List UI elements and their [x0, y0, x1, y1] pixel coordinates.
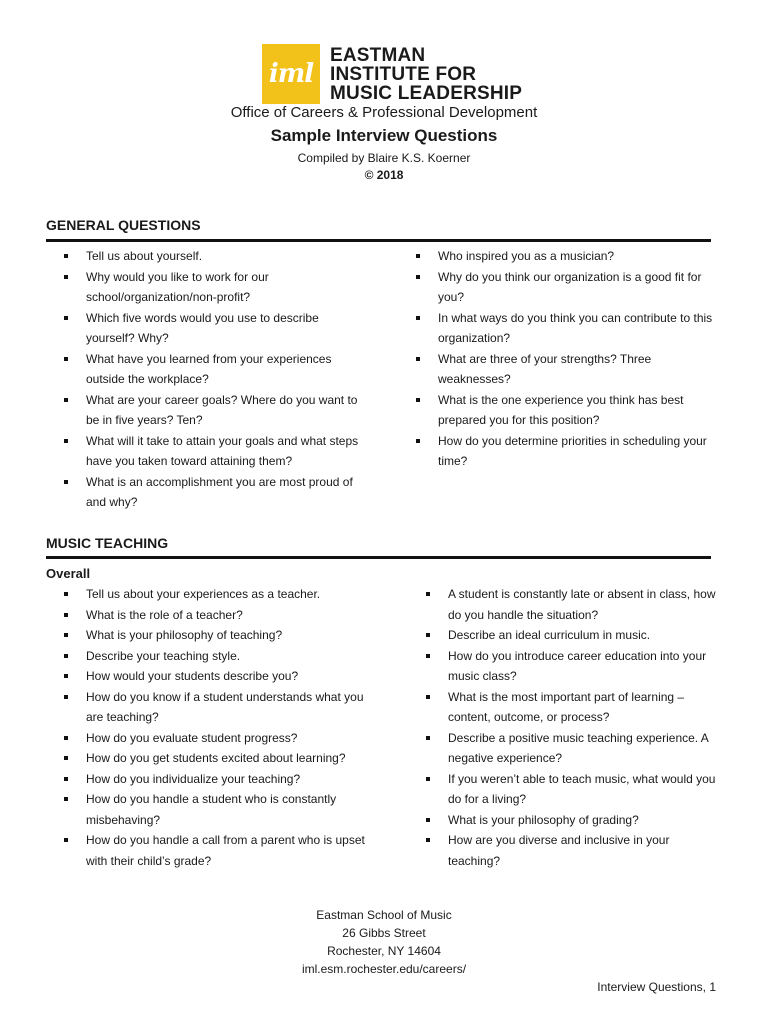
footer-address: [0, 906, 768, 978]
section-divider: [46, 556, 711, 559]
footer-line: Eastman School of Music: [316, 908, 452, 922]
general-questions-left: [62, 246, 362, 513]
footer-line: Rochester, NY 14604: [327, 944, 441, 958]
question-item: Why do you think our organization is a good fit for you?: [414, 267, 714, 308]
question-item: Which five words would you use to describe yourself? Why?: [62, 308, 362, 349]
question-item: What have you learned from your experiences outside the workplace?: [62, 349, 362, 390]
question-item: Why would you like to work for our school/organization/non-profit?: [62, 267, 362, 308]
footer-url: iml.esm.rochester.edu/careers/: [301, 962, 467, 976]
question-item: What is the most important part of learning – content, outcome, or process?: [424, 687, 718, 728]
question-item: How are you diverse and inclusive in your teaching?: [424, 830, 718, 871]
section-title-general: GENERAL QUESTIONS: [46, 217, 201, 233]
question-item: How do you get students excited about learning?: [62, 748, 366, 769]
compiled-by: Compiled by Blaire K.S. Koerner: [297, 151, 471, 165]
question-item: What is your philosophy of teaching?: [62, 625, 366, 646]
question-item: Tell us about yourself.: [62, 246, 362, 267]
subsection-title-overall: Overall: [46, 566, 91, 581]
question-item: Describe your teaching style.: [62, 646, 366, 667]
question-item: What are your career goals? Where do you want to be in five years? Ten?: [62, 390, 362, 431]
question-item: How do you handle a call from a parent who is upset with their child’s grade?: [62, 830, 366, 871]
question-item: How do you evaluate student progress?: [62, 728, 366, 749]
music-questions-right: [424, 584, 718, 871]
document-title: Sample Interview Questions: [270, 126, 498, 145]
question-item: What are three of your strengths? Three weaknesses?: [414, 349, 714, 390]
copyright: © 2018: [364, 168, 404, 182]
office-name: Office of Careers & Professional Development: [230, 104, 538, 121]
question-item: Tell us about your experiences as a teacher.: [62, 584, 366, 605]
question-item: What is your philosophy of grading?: [424, 810, 718, 831]
question-item: How do you individualize your teaching?: [62, 769, 366, 790]
music-questions-left: [62, 584, 366, 871]
question-item: Who inspired you as a musician?: [414, 246, 714, 267]
question-item: How do you introduce career education into your music class?: [424, 646, 718, 687]
question-item: In what ways do you think you can contribute to this organization?: [414, 308, 714, 349]
question-item: How do you handle a student who is constantly misbehaving?: [62, 789, 366, 830]
logo-line: EASTMAN: [330, 44, 426, 66]
question-item: What is the one experience you think has best prepared you for this position?: [414, 390, 714, 431]
question-item: How do you know if a student understands what you are teaching?: [62, 687, 366, 728]
question-item: Describe a positive music teaching experience. A negative experience?: [424, 728, 718, 769]
logo-wordmark: [330, 46, 522, 103]
section-title-music-teaching: MUSIC TEACHING: [46, 535, 169, 551]
question-item: A student is constantly late or absent in class, how do you handle the situation?: [424, 584, 718, 625]
question-item: How do you determine priorities in scheduling your time?: [414, 431, 714, 472]
logo-line: INSTITUTE FOR: [330, 63, 477, 85]
question-item: Describe an ideal curriculum in music.: [424, 625, 718, 646]
question-item: What is an accomplishment you are most proud of and why?: [62, 472, 362, 513]
section-divider: [46, 239, 711, 242]
question-item: What will it take to attain your goals and what steps have you taken toward attaining them?: [62, 431, 362, 472]
logo-line: MUSIC LEADERSHIP: [330, 82, 523, 104]
logo-mark: iml: [262, 44, 320, 104]
footer-line: 26 Gibbs Street: [342, 926, 426, 940]
general-questions-right: [414, 246, 714, 472]
institute-logo: [262, 44, 522, 104]
question-item: How would your students describe you?: [62, 666, 366, 687]
question-item: If you weren’t able to teach music, what would you do for a living?: [424, 769, 718, 810]
page-number: Interview Questions, 1: [597, 980, 716, 994]
question-item: What is the role of a teacher?: [62, 605, 366, 626]
